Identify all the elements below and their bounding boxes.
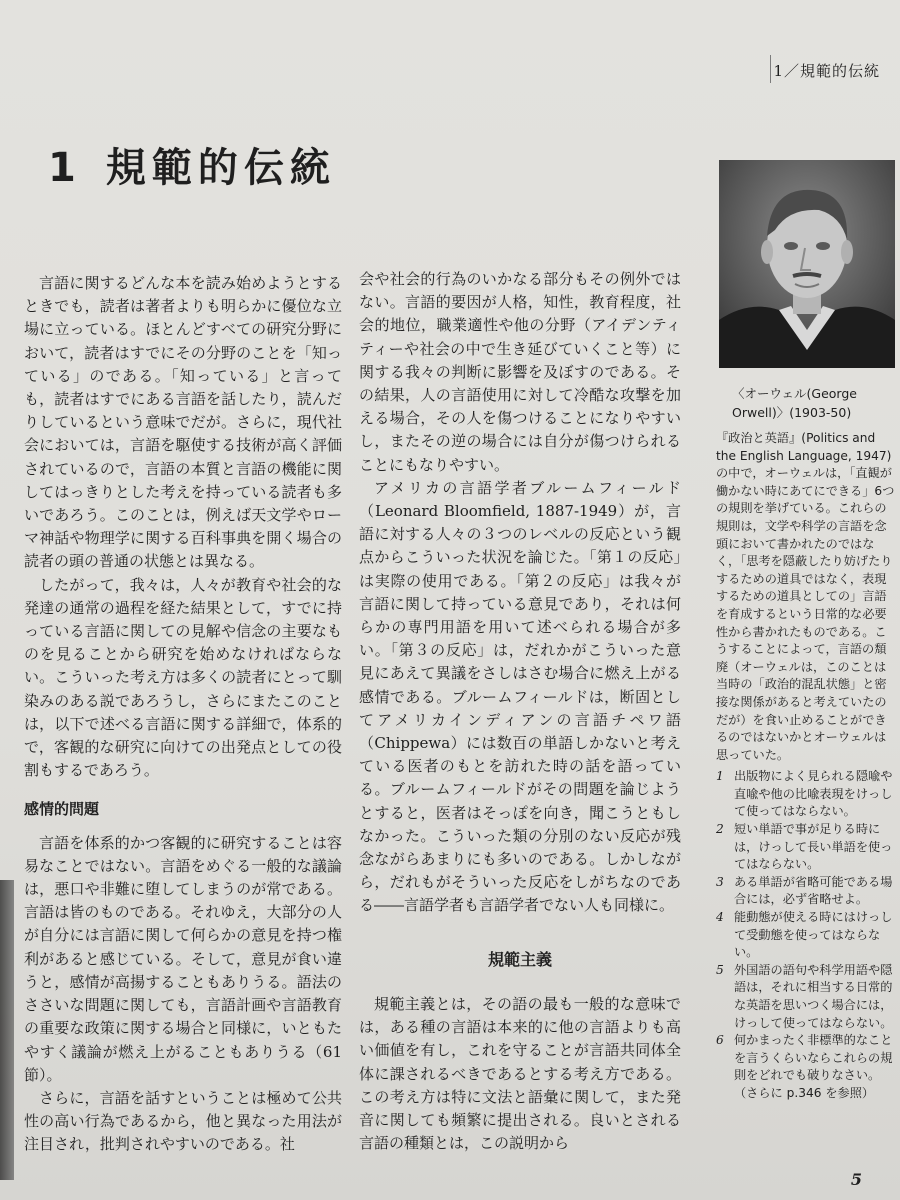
portrait-image	[719, 160, 895, 368]
photo-caption: 〈オーウェル(George Orwell)〉(1903-50)	[732, 386, 857, 420]
chapter-title	[48, 136, 336, 193]
rule-number: 1	[716, 769, 724, 784]
rule-text: ある単語が省略可能である場合には，必ず省略せよ。	[734, 874, 893, 907]
rule-text: 短い単語で事が足りる時には，けっして長い単語を使ってはならない。	[734, 822, 893, 872]
rule-item	[716, 821, 896, 874]
section-heading-prescriptivism: 規範主義	[487, 949, 552, 969]
rule-number: 6	[716, 1033, 724, 1048]
sidebar-text: 『政治と英語』(Politics and the English Language, 1947)の中で，オーウェルは，「直観が働かない時にあてにできる」6つの規則を挙げている。これらの規則は，文学や科学の言語を念頭において書かれたのではなく，「思考を隠蔽したり妨げたりするための道具ではなく，表現するための道具としての」言語を育成するという日常的な必要性から書かれたものである。こうすることによって，言語の頽廃（オーウェルは，このことは当時の「政治的混乱状態」と密接な関係があると考えていたのだが）を食い止めることができるのではないかとオーウェルは思っていた。	[716, 431, 895, 762]
rule-number: 2	[716, 822, 724, 837]
rule-text: 能動態が使える時にはけっして受動態を使ってはならない。	[734, 910, 893, 960]
rule-number: 3	[716, 874, 724, 889]
rule-text: 出版物によく見られる隠喩や直喩や他の比喩表現をけっして使ってはならない。	[734, 769, 893, 819]
body-paragraph: したがって，我々は，人々が教育や社会的な発達の通常の過程を経た結果として，すでに持っている言語に関しての見解や信念の主要なものを見ることから研究を始めなければならない。こういった考え方は多くの読者にとって馴染みのある説であろうし，さらにまたこのことは，以下で述べる言語に関する詳細で，体系的で，客観的な研究に向けての出発点としての役割もするであろう。	[24, 575, 342, 780]
running-head: 1／規範的伝統	[773, 62, 880, 80]
running-head-rule	[770, 55, 771, 83]
body-paragraph: 会や社会的行為のいかなる部分もその例外ではない。言語的要因が人格，知性，教育程度，社会的地位，職業適性や他の分野（アイデンティティーや社会の中で生き延びていくこと等）に関する我々の判断に影響を及ぼすのである。その結果，人の言語使用に対して冷酷な攻撃を加える場合，その人を傷つけることになりやすいし，またその逆の場合には自分が傷つけられることにもなりやすい。	[359, 270, 681, 474]
body-paragraph: 規範主義とは，その語の最も一般的な意味では，ある種の言語は本来的に他の言語よりも高い価値を有し，これを守ることが言語共同体全体に課されるべきであるとする考え方である。この考え方は特に文法と語彙に関して，また発音に関しても頻繁に提出される。良いとされる言語の種類とは，この説明から	[359, 994, 681, 1153]
middle-column	[359, 268, 681, 1155]
rule-text: 外国語の語句や科学用語や隠語は，それに相当する日常的な英語を思いつく場合には，けっして使ってはならない。	[734, 962, 893, 1030]
rule-number: 4	[716, 910, 724, 925]
rule-item	[716, 768, 896, 821]
section-heading-emotional-issues: 感情的問題	[24, 800, 100, 819]
orwell-portrait-photo	[719, 160, 895, 368]
page-edge-shadow	[0, 880, 14, 1180]
chapter-number: 1	[48, 145, 82, 191]
rule-item	[716, 909, 896, 962]
body-paragraph: アメリカの言語学者ブルームフィールド（Leonard Bloomfield, 1887-1949）が，言語に対する人々の３つのレベルの反応という観点からこういった状況を論じた。「第１の反応」は実際の使用である。「第２の反応」は我々が言語に関して持っている意見であり，それは何らかの専門用語を用いて述べられる場合が多い。「第３の反応」は，だれかがこういった意見にあえて異議をさしはさむ場合に燃え上がる感情である。ブルームフィールドは，断固としてアメリカインディアンの言語チペワ語（Chippewa）には数百の単語しかないと考えている医者のもとを訪れた時の話を語っている。ブルームフィールドがその問題を論じようとすると，医者はそっぽを向き，聞こうともしなかった。こういった類の分別のない反応が残念ながらあまりにも多いのである。しかしながら，だれもがそういった反応をしがちなのである――言語学者も言語学者でない人も同様に。	[359, 478, 681, 915]
rule-item	[716, 962, 896, 1032]
orwell-rules-list	[716, 768, 896, 1085]
sidebar-note	[716, 430, 896, 1103]
rule-text: 何かまったく非標準的なことを言うくらいならこれらの規則をどれでも破りなさい。	[734, 1033, 893, 1083]
rule-item	[716, 1032, 896, 1085]
body-paragraph: さらに，言語を話すということは極めて公共性の高い行為であるから，他と異なった用法が注目され，批判されやすいのである。社	[24, 1088, 342, 1154]
cross-reference-note: （さらに p.346 を参照）	[734, 1085, 875, 1100]
rule-number: 5	[716, 962, 724, 977]
page-number: 5	[850, 1170, 862, 1189]
left-column	[24, 272, 342, 1157]
chapter-title-text: 規範的伝統	[105, 145, 336, 191]
body-paragraph: 言語を体系的かつ客観的に研究することは容易なことではない。言語をめぐる一般的な議論は，悪口や非難に堕してしまうのが常である。言語は皆のものである。それゆえ，大部分の人が自分には言語に関して何らかの意見を持つ権利があると感じている。そして，意見が食い違うと，感情が高揚することもありうる。語法のささいな問題に関しても，言語計画や言語教育の重要な政策に関する場合と同様に，いともたやすく議論が燃え上がることもありうる（61節）。	[24, 833, 342, 1084]
rule-item	[716, 874, 896, 909]
body-paragraph: 言語に関するどんな本を読み始めようとするときでも，読者は著者よりも明らかに優位な立場に立っている。ほとんどすべての研究分野において，読者はすでにその分野のことを「知っている」のである。「知っている」と言っても，読者はすでにある言語を話したり，読んだりしているという意味でだが。さらに，現代社会においては，言語を駆使する技術が高く評価されているので，言語の本質と言語の機能に関してはっきりとした考えを持っている読者も多いであろう。このことは，例えば天文学やローマ神話や物理学に関する百科事典を開く場合の読者の頭の普通の状態とは異なる。	[24, 274, 342, 571]
